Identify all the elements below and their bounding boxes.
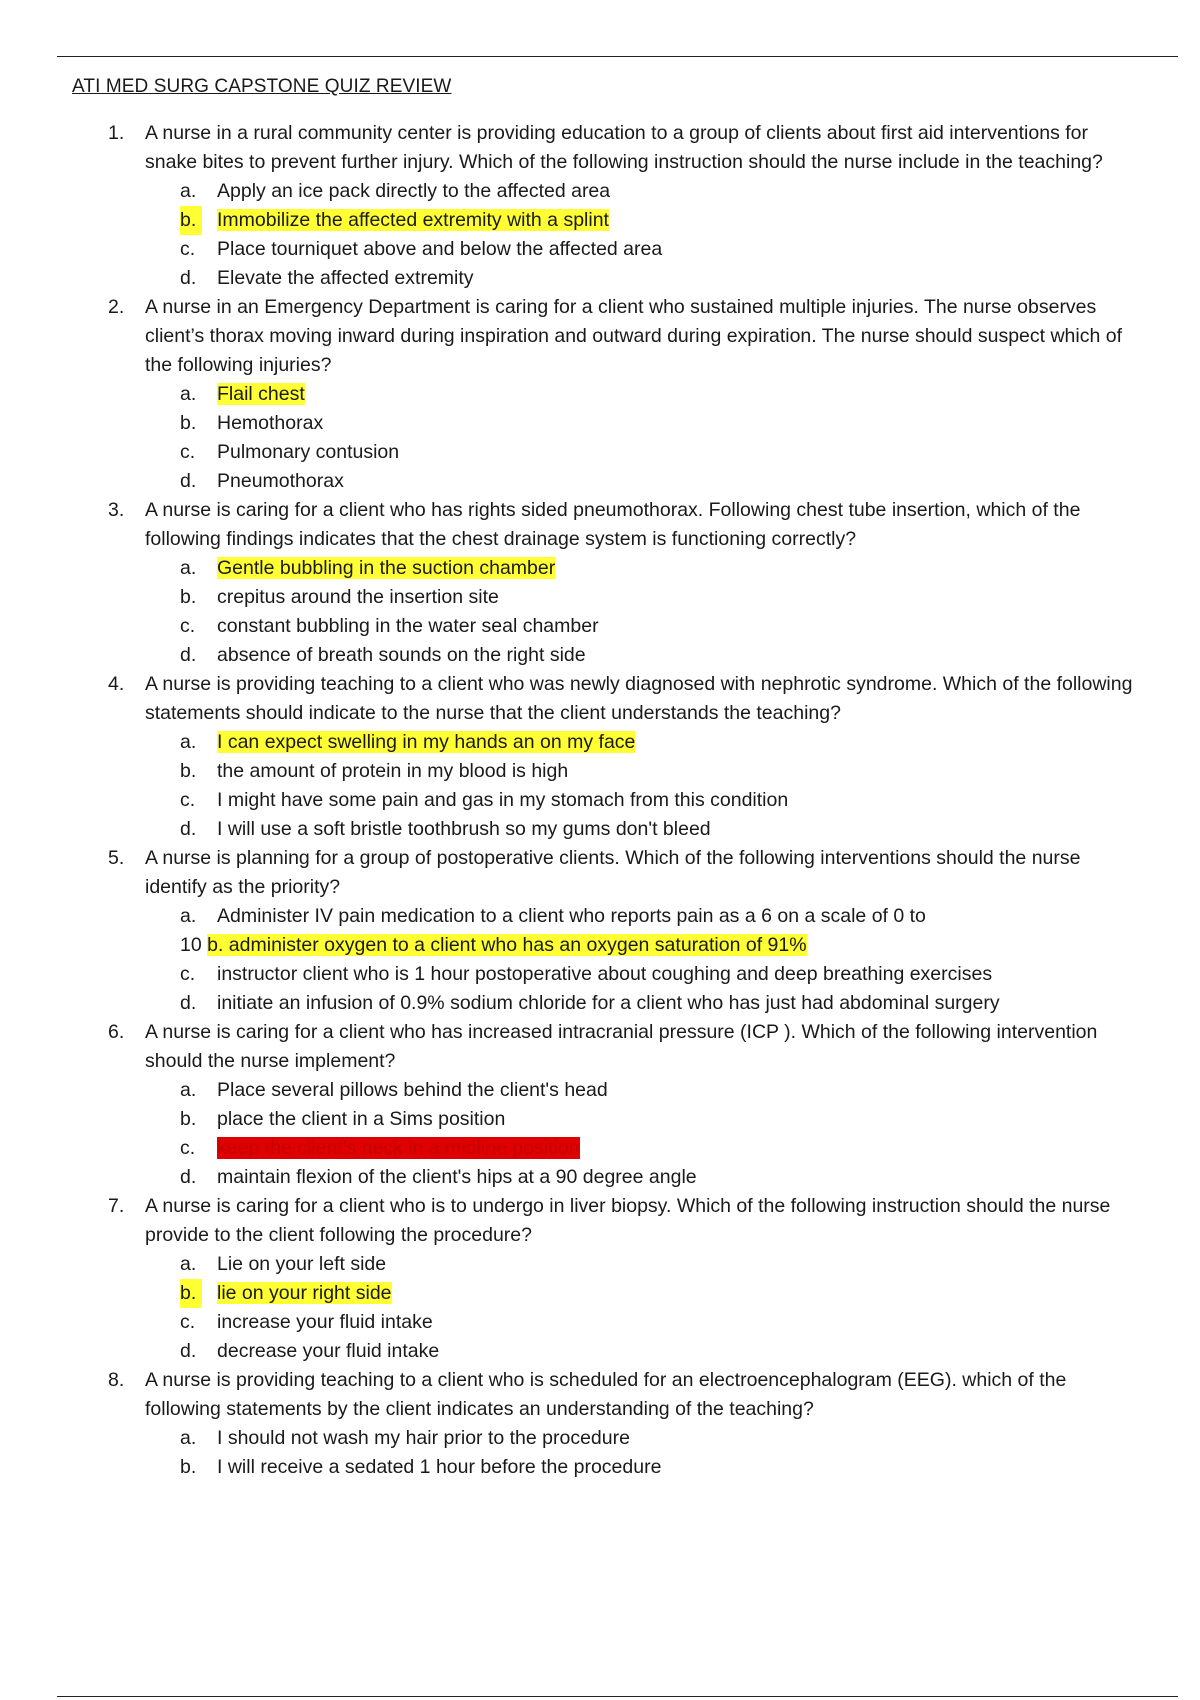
- option-text: Apply an ice pack directly to the affected area: [217, 180, 611, 202]
- option: [0, 583, 1200, 612]
- question: [0, 293, 1200, 380]
- option: [0, 786, 1200, 815]
- option: [0, 235, 1200, 264]
- option: [0, 177, 1200, 206]
- question-text: A nurse is caring for a client who is to undergo in liver biopsy. Which of the following instruction should the nurse provide to the client following the procedure?: [145, 1195, 1111, 1246]
- bottom-rule: [57, 1696, 1178, 1697]
- option-text: Place tourniquet above and below the affected area: [217, 238, 663, 260]
- option-text: I will receive a sedated 1 hour before the procedure: [217, 1456, 662, 1478]
- option-letter: b.: [180, 412, 197, 434]
- question-number: 3.: [108, 499, 125, 521]
- option: [0, 409, 1200, 438]
- option-text: Place several pillows behind the client's head: [217, 1079, 608, 1101]
- option-letter: c.: [180, 1137, 196, 1159]
- option-text: decrease your fluid intake: [217, 1340, 440, 1362]
- quiz-list: [0, 119, 1200, 1482]
- option-correct: [0, 728, 1200, 757]
- option: [0, 1250, 1200, 1279]
- question-text: A nurse in a rural community center is providing education to a group of clients about first aid interventions for snake bites to prevent further injury. Which of the following instruction should the nurse include in the teaching?: [145, 122, 1103, 173]
- question-number: 5.: [108, 847, 125, 869]
- option-letter: c.: [180, 615, 196, 637]
- question-number: 4.: [108, 673, 125, 695]
- option-letter: b.: [180, 586, 197, 608]
- option-correct: [0, 554, 1200, 583]
- option: [0, 641, 1200, 670]
- option: [0, 902, 1200, 931]
- option: [0, 815, 1200, 844]
- option-letter: a.: [180, 1253, 197, 1275]
- question-text: A nurse is providing teaching to a client who was newly diagnosed with nephrotic syndrome. Which of the following statements should indicate to the nurse that the client understands the teaching?: [145, 673, 1133, 724]
- question-text: A nurse is planning for a group of postoperative clients. Which of the following interventions should the nurse identify as the priority?: [145, 847, 1081, 898]
- question-number: 1.: [108, 122, 125, 144]
- option-text: Elevate the affected extremity: [217, 267, 474, 289]
- option-text: Pneumothorax: [217, 470, 344, 492]
- option-text: Lie on your left side: [217, 1253, 387, 1275]
- option-letter: a.: [180, 383, 197, 405]
- question: [0, 1366, 1200, 1424]
- option-correct: [0, 380, 1200, 409]
- option-letter: d.: [180, 267, 197, 289]
- option-text: maintain flexion of the client's hips at a 90 degree angle: [217, 1166, 697, 1188]
- option-text: initiate an infusion of 0.9% sodium chloride for a client who has just had abdominal surgery: [217, 992, 1000, 1014]
- top-rule: [57, 56, 1178, 57]
- option-letter: d.: [180, 1166, 197, 1188]
- option: [0, 1076, 1200, 1105]
- option: [0, 612, 1200, 641]
- option-text: I should not wash my hair prior to the procedure: [217, 1427, 630, 1449]
- option-text: instructor client who is 1 hour postoperative about coughing and deep breathing exercises: [217, 963, 993, 985]
- option-letter: d.: [180, 818, 197, 840]
- option-text: the amount of protein in my blood is high: [217, 760, 569, 782]
- option-text: keep the client's neck in a midline position: [217, 1137, 580, 1159]
- option: [0, 264, 1200, 293]
- document-title: ATI MED SURG CAPSTONE QUIZ REVIEW: [72, 76, 452, 97]
- question: [0, 844, 1200, 902]
- option-text: place the client in a Sims position: [217, 1108, 506, 1130]
- question-text: A nurse is caring for a client who has increased intracranial pressure (ICP ). Which of the following intervention should the nurse implement?: [145, 1021, 1098, 1072]
- option-text: Flail chest: [217, 383, 305, 405]
- question-text: A nurse is providing teaching to a client who is scheduled for an electroencephalogram (EEG). which of the following statements by the client indicates an understanding of the teaching?: [145, 1369, 1067, 1420]
- option-letter: c.: [180, 963, 196, 985]
- option-letter: b.: [180, 1279, 202, 1308]
- option: [0, 1105, 1200, 1134]
- option-letter: d.: [180, 1340, 197, 1362]
- option-letter: b.: [180, 760, 197, 782]
- option-text: absence of breath sounds on the right side: [217, 644, 586, 666]
- option: [0, 1163, 1200, 1192]
- option-letter: b.: [180, 206, 202, 235]
- option-letter: b.: [180, 1456, 197, 1478]
- option: [0, 1424, 1200, 1453]
- option-letter: a.: [180, 905, 197, 927]
- option-correct: [0, 206, 1200, 235]
- option-letter: 10: [180, 934, 202, 956]
- option-letter: a.: [180, 557, 197, 579]
- option-text: Hemothorax: [217, 412, 324, 434]
- option-text: Immobilize the affected extremity with a splint: [217, 209, 609, 231]
- question: [0, 1018, 1200, 1076]
- question-number: 6.: [108, 1021, 125, 1043]
- option-letter: c.: [180, 441, 196, 463]
- option: [0, 1337, 1200, 1366]
- option-correct: [0, 931, 1200, 960]
- option-text: lie on your right side: [217, 1282, 392, 1304]
- question-text: A nurse is caring for a client who has rights sided pneumothorax. Following chest tube insertion, which of the following findings indicates that the chest drainage system is functioning correctly?: [145, 499, 1081, 550]
- question: [0, 496, 1200, 554]
- option-letter: a.: [180, 1079, 197, 1101]
- option: [0, 467, 1200, 496]
- option-text: I will use a soft bristle toothbrush so my gums don't bleed: [217, 818, 711, 840]
- option-continuation: [180, 931, 807, 960]
- question-number: 2.: [108, 296, 125, 318]
- option: [0, 757, 1200, 786]
- option-text: Pulmonary contusion: [217, 441, 400, 463]
- option-text: b. administer oxygen to a client who has an oxygen saturation of 91%: [207, 934, 807, 956]
- question-number: 7.: [108, 1195, 125, 1217]
- option-letter: a.: [180, 180, 197, 202]
- option-text: I might have some pain and gas in my stomach from this condition: [217, 789, 789, 811]
- option-text: Administer IV pain medication to a client who reports pain as a 6 on a scale of 0 to: [217, 905, 926, 927]
- option-text: constant bubbling in the water seal chamber: [217, 615, 599, 637]
- option: [0, 1453, 1200, 1482]
- option-letter: b.: [180, 1108, 197, 1130]
- option-text: increase your fluid intake: [217, 1311, 433, 1333]
- option-letter: a.: [180, 731, 197, 753]
- option: [0, 989, 1200, 1018]
- option-text: Gentle bubbling in the suction chamber: [217, 557, 556, 579]
- option-correct: [0, 1279, 1200, 1308]
- option: [0, 1308, 1200, 1337]
- option: [0, 438, 1200, 467]
- question-text: A nurse in an Emergency Department is caring for a client who sustained multiple injuries. The nurse observes client’s thorax moving inward during inspiration and outward during expiration. The nurse should suspect which of the following injuries?: [145, 296, 1122, 376]
- question: [0, 119, 1200, 177]
- option-letter: c.: [180, 238, 196, 260]
- option-letter: d.: [180, 644, 197, 666]
- option-letter: c.: [180, 1311, 196, 1333]
- option-text: crepitus around the insertion site: [217, 586, 499, 608]
- option-text: I can expect swelling in my hands an on my face: [217, 731, 636, 753]
- option-letter: d.: [180, 992, 197, 1014]
- question: [0, 670, 1200, 728]
- option-letter: c.: [180, 789, 196, 811]
- option: [0, 960, 1200, 989]
- question: [0, 1192, 1200, 1250]
- option-letter: a.: [180, 1427, 197, 1449]
- option-letter: d.: [180, 470, 197, 492]
- option-correct: [0, 1134, 1200, 1163]
- question-number: 8.: [108, 1369, 125, 1391]
